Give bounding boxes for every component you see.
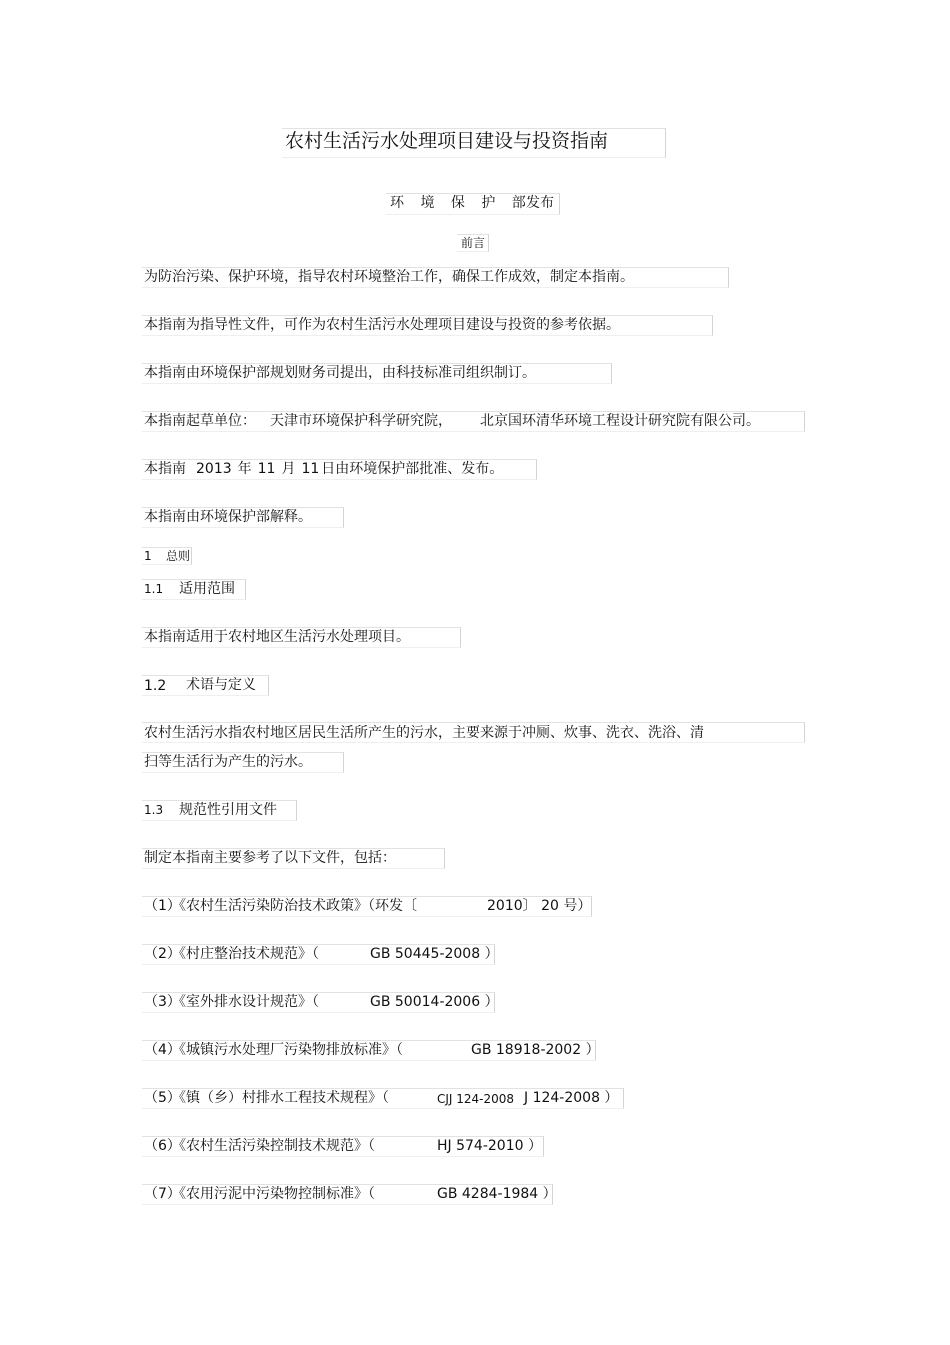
ref-1-name: 《农村生活污染防治技术政策》（环发〔 xyxy=(172,898,417,914)
ref-4-code: GB 18918-2002 ） xyxy=(471,1042,600,1058)
sec13-number: 1.3 xyxy=(144,803,164,817)
ref-5-code-small: CJJ 124-2008 xyxy=(437,1092,515,1106)
sec1-title: 总则 xyxy=(166,549,191,563)
sec12-number: 1.2 xyxy=(144,678,167,694)
preface-heading: 前言 xyxy=(461,236,486,250)
approval-year-unit: 年 xyxy=(237,461,252,477)
approval-line xyxy=(144,462,503,476)
ref-4-index: （4） xyxy=(144,1042,181,1058)
ref-1-code: 2010〕 20 号） xyxy=(487,898,592,914)
ref-4-name: 《城镇污水处理厂污染物排放标准》（ xyxy=(172,1042,403,1058)
ref-5-code: J 124-2008 ） xyxy=(524,1090,619,1106)
sec12-title: 术语与定义 xyxy=(186,677,256,693)
drafter-1: 天津市环境保护科学研究院， xyxy=(270,413,452,429)
sec1-number: 1 xyxy=(144,549,152,563)
ref-2-code: GB 50445-2008 ） xyxy=(370,946,499,962)
approval-year: 2013 xyxy=(196,461,232,477)
ref-1-index: （1） xyxy=(144,898,181,914)
preface-paragraph-3: 本指南由环境保护部规划财务司提出，由科技标准司组织制订。 xyxy=(144,365,536,381)
ref-7-index: （7） xyxy=(144,1186,181,1202)
publisher-verb: 发布 xyxy=(526,195,554,211)
preface-paragraph-2: 本指南为指导性文件，可作为农村生活污水处理项目建设与投资的参考依据。 xyxy=(144,317,620,333)
approval-month-unit: 月 xyxy=(281,461,296,477)
drafters-label: 本指南起草单位： xyxy=(144,413,256,429)
preface-paragraph-1: 为防治污染、保护环境，指导农村环境整治工作，确保工作成效，制定本指南。 xyxy=(144,269,634,285)
ref-2-index: （2） xyxy=(144,946,181,962)
publisher-org: 环 境 保 护 部 xyxy=(390,195,532,211)
sec13-title: 规范性引用文件 xyxy=(179,802,277,818)
sec12-body-line-2: 扫等生活行为产生的污水。 xyxy=(144,754,312,770)
approval-post: 日由环境保护部批准、发布。 xyxy=(321,461,504,477)
sec12-body-line-1: 农村生活污水指农村地区居民生活所产生的污水，主要来源于冲厕、炊事、洗衣、洗浴、清 xyxy=(144,725,704,741)
ref-3-index: （3） xyxy=(144,994,181,1010)
sec11-title: 适用范围 xyxy=(179,581,235,597)
document-title: 农村生活污水处理项目建设与投资指南 xyxy=(285,130,609,152)
ref-6-name: 《农村生活污染控制技术规范》（ xyxy=(172,1138,375,1154)
approval-pre: 本指南 xyxy=(144,461,186,477)
drafter-2: 北京国环清华环境工程设计研究院有限公司。 xyxy=(480,413,760,429)
ref-6-index: （6） xyxy=(144,1138,181,1154)
approval-day: 11 xyxy=(301,461,320,477)
ref-3-name: 《室外排水设计规范》（ xyxy=(172,994,319,1010)
sec11-number: 1.1 xyxy=(144,582,164,596)
sec11-body: 本指南适用于农村地区生活污水处理项目。 xyxy=(144,629,410,645)
sec13-body: 制定本指南主要参考了以下文件，包括： xyxy=(144,850,396,866)
ref-2-name: 《村庄整治技术规范》（ xyxy=(172,946,319,962)
ref-7-code: GB 4284-1984 ） xyxy=(437,1186,557,1202)
ref-7-name: 《农用污泥中污染物控制标准》（ xyxy=(172,1186,375,1202)
ref-6-code: HJ 574-2010 ） xyxy=(437,1138,542,1154)
ref-5-index: （5） xyxy=(144,1090,181,1106)
ref-5-name: 《镇（乡）村排水工程技术规程》（ xyxy=(172,1090,389,1106)
approval-month: 11 xyxy=(257,461,276,477)
interpretation: 本指南由环境保护部解释。 xyxy=(144,509,312,525)
ref-3-code: GB 50014-2006 ） xyxy=(370,994,499,1010)
